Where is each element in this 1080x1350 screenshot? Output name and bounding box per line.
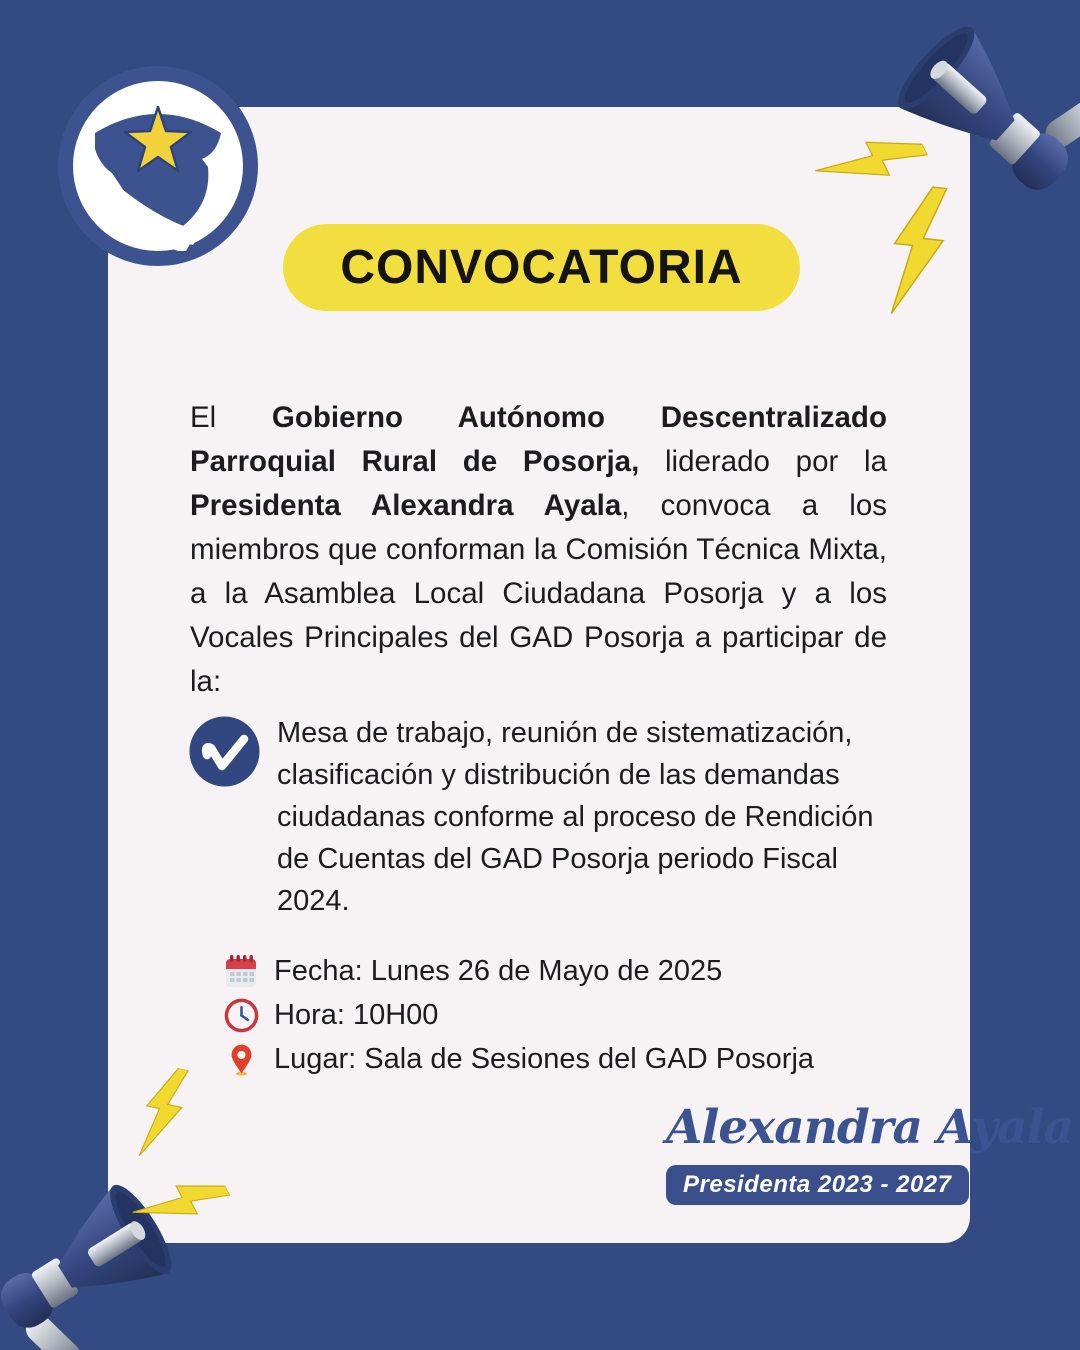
detail-row-place	[222, 1040, 814, 1078]
signature-name: Alexandra Ayala	[666, 1100, 1073, 1155]
event-details	[222, 952, 814, 1084]
body-text: , convoca a los miembros que conforman la Comisión Técnica Mixta, a la Asamblea Local Ciudadana Posorja y a los Vocales Principales del GAD Posorja a participar de la:	[190, 488, 887, 698]
detail-label-date: Fecha: Lunes 26 de Mayo de 2025	[274, 954, 723, 987]
detail-row-date	[222, 952, 814, 990]
highlight-item	[188, 712, 894, 922]
body-text: El	[190, 400, 272, 434]
logo-emblem	[73, 81, 243, 251]
location-pin-icon	[222, 1040, 260, 1078]
check-icon	[188, 715, 261, 793]
detail-row-time	[222, 996, 814, 1034]
page-title: CONVOCATORIA	[340, 241, 743, 294]
signature-block	[666, 1100, 1073, 1205]
detail-label-time: Hora: 10H00	[274, 998, 439, 1031]
body-paragraph	[190, 396, 887, 704]
megaphone-icon	[0, 1148, 191, 1350]
signature-badge: Presidenta 2023 - 2027	[666, 1165, 969, 1205]
clock-icon	[222, 996, 260, 1034]
title-pill	[283, 224, 800, 311]
detail-label-place: Lugar: Sala de Sesiones del GAD Posorja	[274, 1042, 815, 1075]
body-text-bold: Presidenta Alexandra Ayala	[190, 488, 622, 522]
highlight-text: Mesa de trabajo, reunión de sistematización, clasificación y distribución de las demandas ciudadanas conforme al proceso de Rendición de Cuentas del GAD Posorja periodo Fiscal 2024.	[277, 717, 874, 917]
calendar-icon	[222, 952, 260, 990]
body-text-bold: Gobierno Autónomo Descentralizado Parroquial Rural de Posorja,	[190, 400, 887, 478]
body-text: liderado por la	[639, 444, 887, 478]
gad-posorja-logo	[58, 66, 258, 266]
